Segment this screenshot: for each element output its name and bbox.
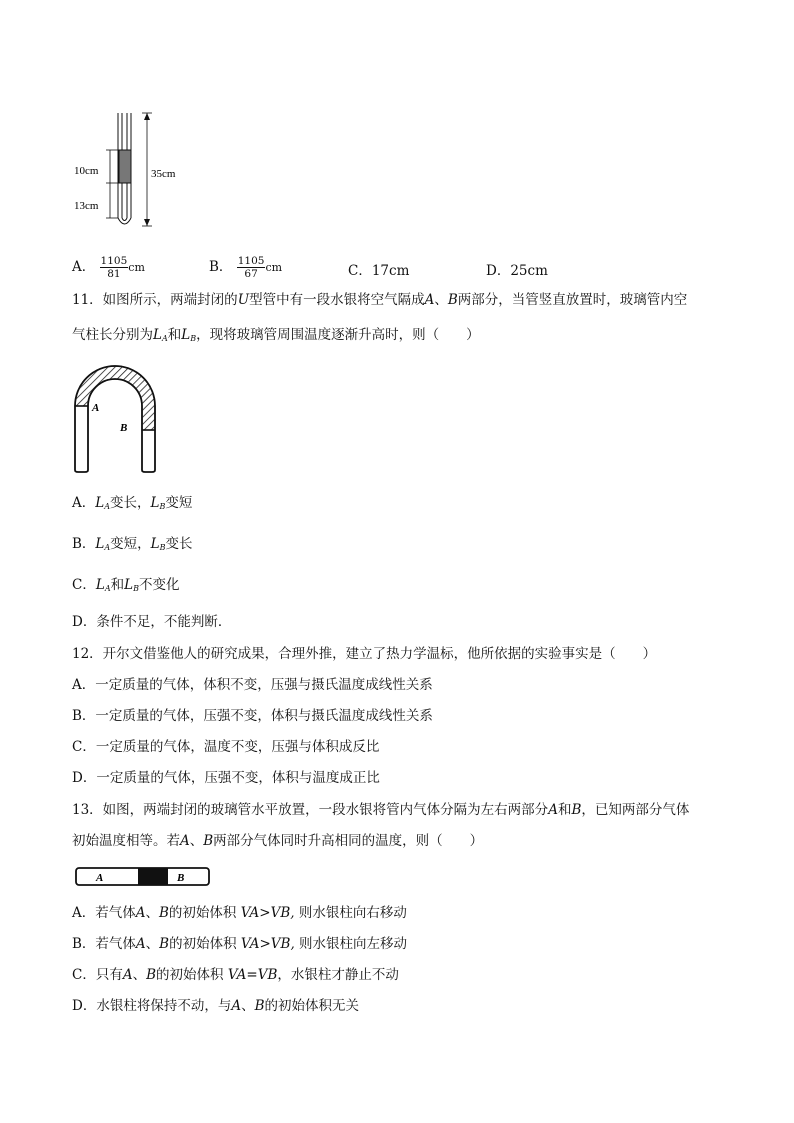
- q11-option-a[interactable]: A．$L_A$变长，$L_B$变短: [72, 495, 193, 511]
- q11-option-d[interactable]: D．条件不足，不能判断．: [72, 614, 232, 630]
- q13-stem-line2: 初始温度相等。若A、B两部分气体同时升高相同的温度，则（ ）: [72, 833, 484, 849]
- q13-option-c[interactable]: C．只有A、B的初始体积 VA=VB，水银柱才静止不动: [72, 967, 399, 983]
- q13-option-d[interactable]: D．水银柱将保持不动，与A、B的初始体积无关: [72, 998, 359, 1014]
- q13-option-a[interactable]: A．若气体A、B的初始体积 VA>VB, 则水银柱向右移动: [72, 905, 407, 921]
- q10-option-b[interactable]: B． $\frac{1105}{67}$ cm: [209, 255, 283, 280]
- q12-option-c[interactable]: C．一定质量的气体，温度不变，压强与体积成反比: [72, 739, 380, 755]
- fig-label-b: B: [177, 872, 185, 884]
- fig-label-a: A: [92, 402, 100, 414]
- tube-figure-q10: [72, 108, 182, 230]
- q11-option-c[interactable]: C．$L_A$和$L_B$不变化: [72, 577, 180, 593]
- q10-option-d[interactable]: D．25cm: [486, 263, 548, 279]
- u-tube-figure-q11: [70, 362, 160, 474]
- q12-option-d[interactable]: D．一定质量的气体，压强不变，体积与温度成正比: [72, 770, 380, 786]
- q10-option-a[interactable]: A． $\frac{1105}{81}$ cm: [72, 255, 145, 280]
- mercury-column: [119, 150, 131, 183]
- fig-label-b: B: [120, 422, 128, 434]
- q13-option-b[interactable]: B．若气体A、B的初始体积 VA>VB, 则水银柱向左移动: [72, 936, 408, 952]
- q10-options: [72, 255, 632, 280]
- label-35cm: 35cm: [151, 168, 176, 180]
- q11-stem-line2: 气柱长分别为$L_A$和$L_B$，现将玻璃管周围温度逐渐升高时，则（ ）: [72, 327, 480, 343]
- q13-stem-line1: 13．如图，两端封闭的玻璃管水平放置，一段水银将管内气体分隔为左右两部分A和B，已知两部分气体: [72, 802, 690, 818]
- q11-option-b[interactable]: B．$L_A$变短，$L_B$变长: [72, 536, 193, 552]
- q12-option-b[interactable]: B．一定质量的气体，压强不变，体积与摄氏温度成线性关系: [72, 708, 433, 724]
- q10-option-c[interactable]: C．17cm: [348, 263, 410, 279]
- q12-stem: 12．开尔文借鉴他人的研究成果，合理外推，建立了热力学温标，他所依据的实验事实是（ ）: [72, 646, 657, 662]
- label-13cm: 13cm: [74, 200, 99, 212]
- q12-option-a[interactable]: A．一定质量的气体，体积不变，压强与摄氏温度成线性关系: [72, 677, 433, 693]
- horizontal-tube-figure-q13: [74, 866, 212, 888]
- label-10cm: 10cm: [74, 165, 99, 177]
- fig-label-a: A: [96, 872, 104, 884]
- mercury-plug: [138, 868, 168, 885]
- fraction-b: $\frac{1105}{67}$: [237, 255, 265, 280]
- q11-stem-line1: 11．如图所示，两端封闭的U型管中有一段水银将空气隔成A、B两部分，当管竖直放置时，玻璃管内空: [72, 292, 688, 308]
- fraction-a: $\frac{1105}{81}$: [100, 255, 128, 280]
